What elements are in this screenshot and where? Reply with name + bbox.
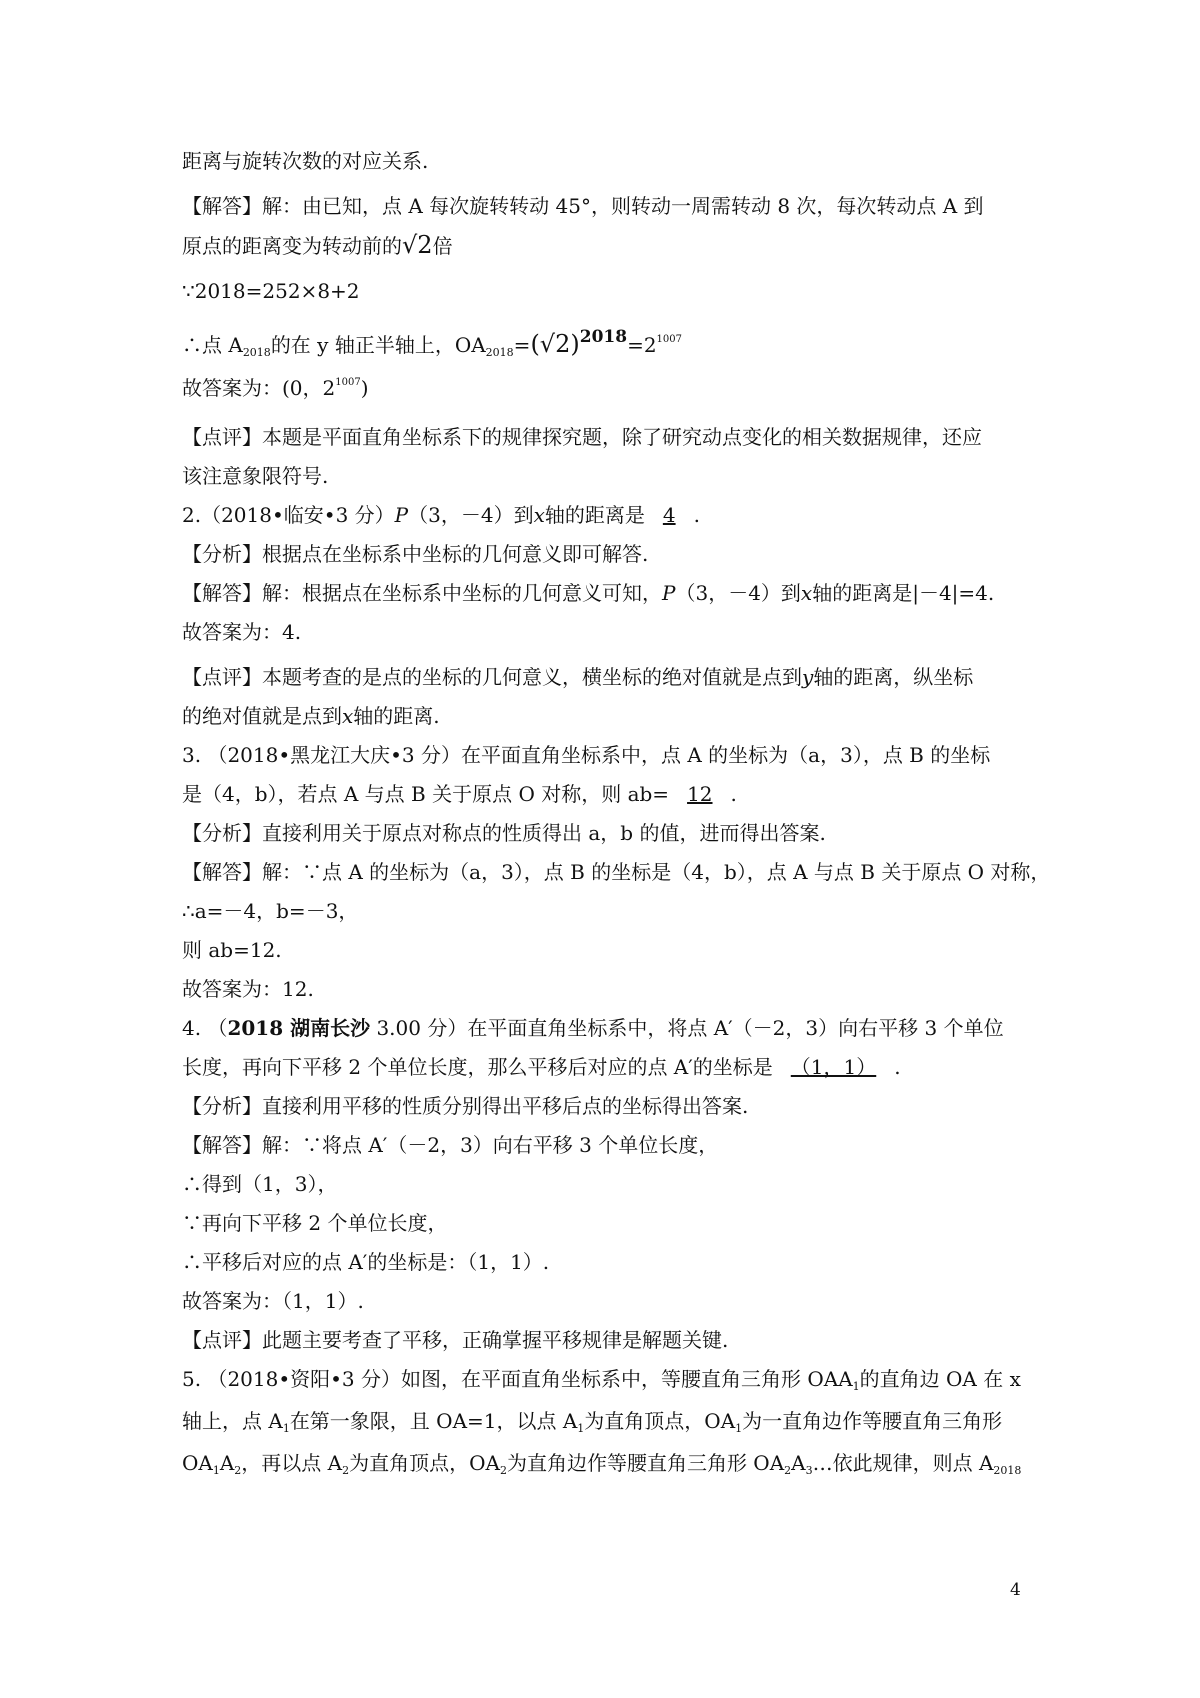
- text-line: 【分析】直接利用关于原点对称点的性质得出 a，b 的值，进而得出答案.: [182, 821, 826, 845]
- text-line: 【分析】直接利用平移的性质分别得出平移后点的坐标得出答案.: [182, 1094, 749, 1118]
- text-line: 【点评】本题是平面直角坐标系下的规律探究题，除了研究动点变化的相关数据规律，还应: [182, 425, 982, 449]
- document-body: [182, 142, 1051, 1486]
- question-2: 2.（2018•临安•3 分）P（3，－4）到x轴的距离是 4 .: [182, 503, 700, 527]
- text-line: 故答案为：(0，$2^{1007}$): [182, 376, 369, 400]
- question-5: 5. （2018•资阳•3 分）如图，在平面直角坐标系中，等腰直角三角形 $OAA_1$的直角边 OA 在 x: [182, 1367, 1021, 1393]
- text-line: 【解答】解：∵点 A 的坐标为（a，3），点 B 的坐标是（4，b），点 A 与点 B 关于原点 O 对称，: [182, 860, 1051, 884]
- question-4: 4. （2018 湖南长沙 3.00 分）在平面直角坐标系中，将点 A′（－2，3）向右平移 3 个单位: [182, 1016, 1004, 1040]
- text-line: 的绝对值就是点到x轴的距离.: [182, 704, 440, 728]
- text-line: 故答案为：12.: [182, 977, 314, 1001]
- text-line: ∵再向下平移 2 个单位长度，: [182, 1211, 448, 1235]
- text-line: 原点的距离变为转动前的√2倍: [182, 231, 453, 259]
- text-line: 距离与旋转次数的对应关系.: [182, 149, 429, 173]
- text-line: 【解答】解：根据点在坐标系中坐标的几何意义可知，P（3，－4）到x轴的距离是|－4|=4.: [182, 581, 995, 605]
- question-3: 3. （2018•黑龙江大庆•3 分）在平面直角坐标系中，点 A 的坐标为（a，3），点 B 的坐标: [182, 743, 991, 767]
- text-line: $OA_1A_2$，再以点 $A_2$为直角顶点，$OA_2$为直角边作等腰直角三角形 $OA_2A_3\dots$依此规律，则点 $A_{2018}$: [182, 1451, 1022, 1477]
- page-number: 4: [1010, 1580, 1021, 1600]
- sqrt2-symbol: √2: [402, 231, 433, 259]
- text-line: 【分析】根据点在坐标系中坐标的几何意义即可解答.: [182, 542, 649, 566]
- answer-blank: 4: [662, 503, 676, 527]
- text-line: 【解答】解：∵将点 A′（－2，3）向右平移 3 个单位长度，: [182, 1133, 719, 1157]
- text-line: 长度，再向下平移 2 个单位长度，那么平移后对应的点 A′的坐标是 （1，1） .: [182, 1055, 901, 1079]
- power-expression: (√2): [530, 330, 580, 358]
- answer-blank: 12: [687, 782, 713, 806]
- text-line: ∴平移后对应的点 A′的坐标是：（1，1）.: [182, 1250, 550, 1274]
- text-line: 轴上，点 $A_1$在第一象限，且 OA=1，以点 $A_1$为直角顶点，$OA_1$为一直角边作等腰直角三角形: [182, 1409, 1003, 1435]
- text-line: ∵2018=252×8+2: [182, 279, 360, 303]
- text-line: 【点评】此题主要考查了平移，正确掌握平移规律是解题关键.: [182, 1328, 729, 1352]
- text-line: 【点评】本题考查的是点的坐标的几何意义，横坐标的绝对值就是点到y轴的距离，纵坐标: [182, 665, 974, 689]
- text-line: 该注意象限符号.: [182, 464, 329, 488]
- text-line: 【解答】解：由已知，点 A 每次旋转转动 45°，则转动一周需转动 8 次，每次转动点 A 到: [182, 194, 984, 218]
- text-line: 故答案为：4.: [182, 620, 302, 644]
- answer-blank: （1，1）: [790, 1055, 877, 1079]
- text-line: ∴a=－4，b=－3，: [182, 899, 359, 923]
- text-line: ∴点 $A_{2018}$的在 y 轴正半轴上，$OA_{2018}=(√2)^{2018}=2^{1007}$: [182, 327, 682, 359]
- text-line: 则 ab=12.: [182, 938, 282, 962]
- text-line: 故答案为：（1，1）.: [182, 1289, 364, 1313]
- text-line: ∴得到（1，3），: [182, 1172, 338, 1196]
- text-line: 是（4，b），若点 A 与点 B 关于原点 O 对称，则 ab= 12 .: [182, 782, 737, 806]
